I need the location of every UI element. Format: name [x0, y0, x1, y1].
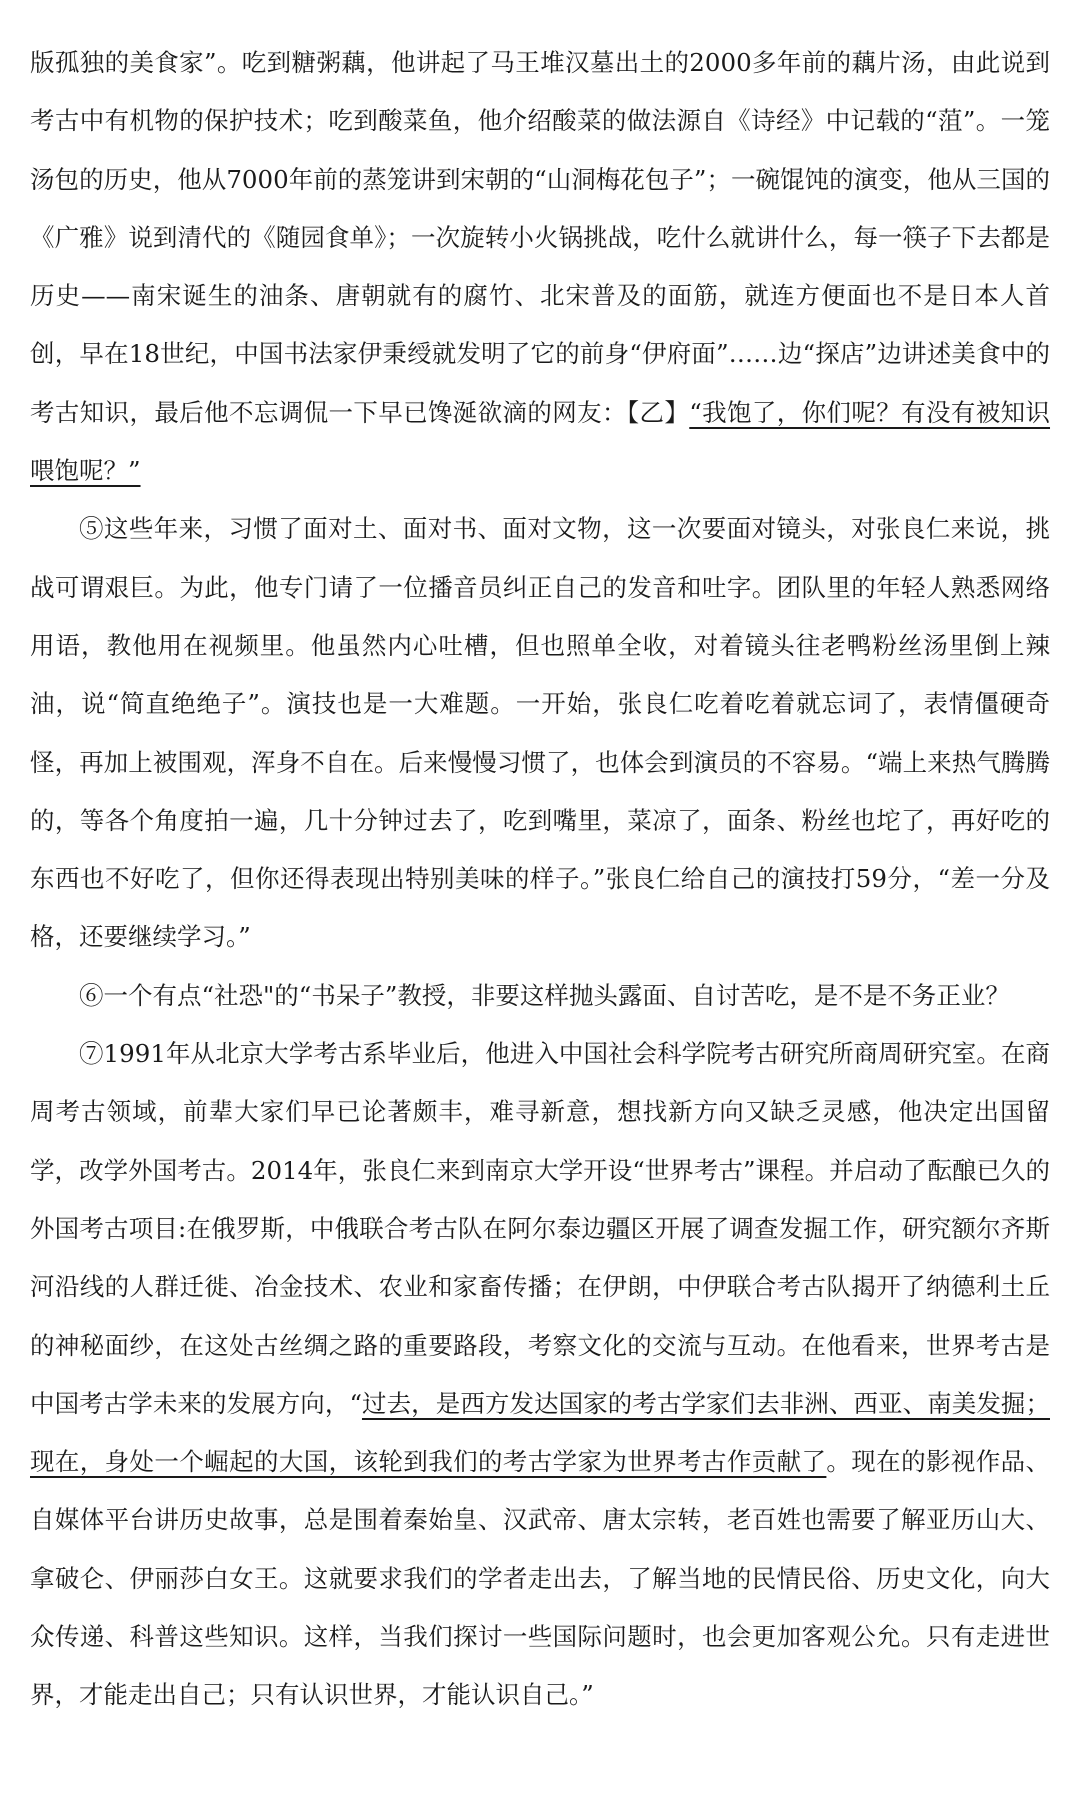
- paragraph-7: [30, 1025, 1050, 1725]
- paragraph-4-continued: [30, 34, 1050, 500]
- underlined-sentence-p7: 过去，是西方发达国家的考古学家们去非洲、西亚、南美发掘；现在，身处一个崛起的大国，该轮到我们的考古学家为世界考古作贡献了: [30, 1388, 1050, 1477]
- paragraph-7-text-a: ⑦1991年从北京大学考古系毕业后，他进入中国社会科学院考古研究所商周研究室。在商周考古领域，前辈大家们早已论著颇丰，难寻新意，想找新方向又缺乏灵感，他决定出国留学，改学外国考古。2014年，张良仁来到南京大学开设“世界考古”课程。并启动了酝酿已久的外国考古项目:在俄罗斯，中俄联合考古队在阿尔泰边疆区开展了调查发掘工作，研究额尔齐斯河沿线的人群迁徙、冶金技术、农业和家畜传播；在伊朗，中伊联合考古队揭开了纳德利土丘的神秘面纱，在这处古丝绸之路的重要路段，考察文化的交流与互动。在他看来，世界考古是中国考古学未来的发展方向，“: [30, 1039, 1050, 1418]
- question-marker-yi: 【乙】: [626, 397, 690, 427]
- paragraph-4-text: 版孤独的美食家”。吃到糖粥藕，他讲起了马王堆汉墓出土的2000多年前的藕片汤，由此说到考古中有机物的保护技术；吃到酸菜鱼，他介绍酸菜的做法源自《诗经》中记载的“菹”。一笼汤包的历史，他从7000年前的蒸笼讲到宋朝的“山洞梅花包子”；一碗馄饨的演变，他从三国的《广雅》说到清代的《随园食单》；一次旋转小火锅挑战，吃什么就讲什么，每一筷子下去都是历史——南宋诞生的油条、唐朝就有的腐竹、北宋普及的面筋，就连方便面也不是日本人首创，早在18世纪，中国书法家伊秉绶就发明了它的前身“伊府面”……边“探店”边讲述美食中的考古知识，最后他不忘调侃一下早已馋涎欲滴的网友：: [30, 48, 1050, 427]
- underlined-quote-yi: “我饱了，你们呢？有没有被知识喂饱呢？”: [30, 397, 1051, 486]
- paragraph-6: ⑥一个有点“社恐"的“书呆子”教授，非要这样抛头露面、自讨苦吃，是不是不务正业？: [79, 980, 1010, 1010]
- paragraph-5: ⑤这些年来，习惯了面对土、面对书、面对文物，这一次要面对镜头，对张良仁来说，挑战可谓艰巨。为此，他专门请了一位播音员纠正自己的发音和吐字。团队里的年轻人熟悉网络用语，教他用在视频里。他虽然内心吐槽，但也照单全收，对着镜头往老鸭粉丝汤里倒上辣油，说“简直绝绝子”。演技也是一大难题。一开始，张良仁吃着吃着就忘词了，表情僵硬奇怪，再加上被围观，浑身不自在。后来慢慢习惯了，也体会到演员的不容易。“端上来热气腾腾的，等各个角度拍一遍，几十分钟过去了，吃到嘴里，菜凉了，面条、粉丝也坨了，再好吃的东西也不好吃了，但你还得表现出特别美味的样子。”张良仁给自己的演技打59分，“差一分及格，还要继续学习。”: [30, 514, 1050, 952]
- paragraph-7-text-b: 。现在的影视作品、自媒体平台讲历史故事，总是围着秦始皇、汉武帝、唐太宗转，老百姓也需要了解亚历山大、拿破仑、伊丽莎白女王。这就要求我们的学者走出去，了解当地的民情民俗、历史文化，向大众传递、科普这些知识。这样，当我们探讨一些国际问题时，也会更加客观公允。只有走进世界，才能走出自己；只有认识世界，才能认识自己。”: [30, 1447, 1051, 1710]
